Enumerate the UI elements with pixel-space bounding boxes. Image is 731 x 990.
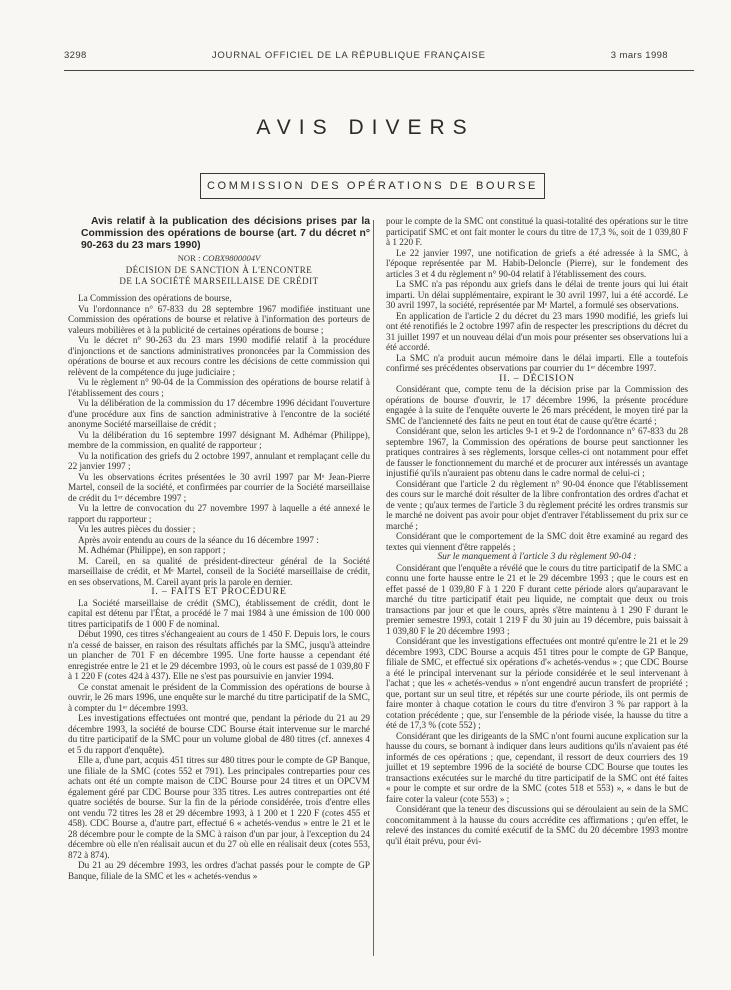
paragraph: Vu la délibération du 16 septembre 1997 désignant M. Adhémar (Philippe), membre de la commission, en qualité de rapporteur ; [68,429,370,451]
article-body [68,216,688,881]
paragraph: Les investigations effectuées ont montré que, pendant la période du 21 au 29 décembre 1993, la société de bourse CDC Bourse était intervenue sur le marché du titre participatif de la SMC pour un volume global de 480 titres (cf. annexes 4 et 5 du rapport d'enquête). [68,713,370,755]
paragraph: Vu la lettre de convocation du 27 novembre 1997 à laquelle a été annexé le rapport du rapporteur ; [68,503,370,524]
nor-label: NOR : [177,252,203,263]
page-number: 3298 [64,50,87,61]
paragraph: Du 21 au 29 décembre 1993, les ordres d'achat passés pour le compte de GP Banque, filiale de la SMC et les « achetés-vendus » [68,860,370,881]
paragraph: La Commission des opérations de bourse, [78,293,232,304]
paragraph: M. Adhémar (Philippe), en son rapport ; [78,545,226,556]
paragraph: pour le compte de la SMC ont constitué la quasi-totalité des opérations sur le titre participatif SMC et ont fait monter le cours du titre de 17,3 %, soit de 1 039,80 F à 1 220 F. [386,216,688,247]
paragraph: La Société marseillaise de crédit (SMC), établissement de crédit, dont le capital est détenu par l'État, a procédé le 7 mai 1984 à une émission de 100 000 titres participatifs de 1 000 F de nominal. [68,597,370,629]
article-title: Avis relatif à la publication des décisions prises par la Commission des opérations de bourse (art. 7 du décret n° 90-263 du 23 mars 1990) [81,216,370,252]
right-column [386,216,688,881]
commission-box-title: COMMISSION DES OPÉRATIONS DE BOURSE [200,173,545,199]
paragraph: Vu les observations écrites présentées le 30 avril 1997 par Mᵉ Jean-Pierre Martel, conseil de la société, et confirmées par courrier de la Société marseillaise de crédit du 1ᵉʳ décembre 1997 ; [68,471,370,503]
paragraph: Après avoir entendu au cours de la séance du 16 décembre 1997 : [78,534,319,545]
paragraph: En application de l'article 2 du décret du 23 mars 1990 modifié, les griefs lui ont été renotifiés le 2 octobre 1997 afin de respecter les prescriptions du décret du 31 juillet 1997 et un nouveau délai d'un mois pour présenter ses observations lui a été accordé. [386,310,688,352]
paragraph: Considérant que les dirigeants de la SMC n'ont fourni aucune explication sur la hausse du cours, se bornant à indiquer dans leurs auditions qu'ils n'avaient pas été informés de ces opérations ; que, cependant, il ressort de deux courriers des 19 juillet et 19 septembre 1996 de la société de bourse CDC Bourse que toutes les transactions exécutées sur le marché du titre participatif de la SMC ont été faites « pour le compte et sur ordre de la SMC (cotes 518 et 553) », « dans le but de faire coter la valeur (cote 553) » ; [386,730,688,804]
issue-date: 3 mars 1998 [610,50,668,61]
nor-value: COBX9800004V [202,252,261,263]
section-banner-title: AVIS DIVERS [256,116,475,139]
paragraph: Elle a, d'une part, acquis 451 titres sur 480 titres pour le compte de GP Banque, une filiale de la SMC (cotes 552 et 791). Les principales contreparties pour ces achats ont été un compte maison de CDC Bourse pour 24 titres et un OPCVM également géré par CDC Bourse pour 335 titres. Les autres contreparties ont été quatre sociétés de bourse. Sur la fin de la période considérée, trois d'entre elles ont vendu 72 titres les 28 et 29 décembre 1993, à 1 200 et 1 220 F (cotes 455 et 458). CDC Bourse a, d'autre part, effectué 6 « achetés-vendus » entre le 21 et le 28 décembre pour le compte de la SMC à raison d'un par jour, à l'exception du 24 décembre où elle n'en réalisait aucun et du 27 où elle en réalisait deux (cotes 553, 872 à 874). [68,755,370,860]
paragraph: Considérant que le comportement de la SMC doit être examiné au regard des textes qui viennent d'être rappelés ; [386,531,688,552]
left-column [68,216,370,881]
paragraph: Vu la notification des griefs du 2 octobre 1997, annulant et remplaçant celle du 22 janvier 1997 ; [68,450,370,472]
section-heading-faits: I. – FAITS ET PROCÉDURE [151,586,287,598]
paragraph: Ce constat amenait le président de la Commission des opérations de bourse à ouvrir, le 26 mars 1996, une enquête sur le marché du titre participatif de la SMC, à compter du 1ᵉʳ décembre 1993. [68,681,370,713]
paragraph: Début 1990, ces titres s'échangeaient au cours de 1 450 F. Depuis lors, le cours n'a cessé de baisser, en raison des résultats affichés par la SMC, jusqu'à atteindre un plancher de 701 F en décembre 1995. Une forte hausse a cependant été enregistrée entre le 21 et le 29 décembre 1993, où le cours est passé de 1 039,80 F à 1 220 F (cotes 424 à 437). Elle ne s'est pas poursuivie en janvier 1994. [68,629,370,682]
decision-subtitle-line1: DÉCISION DE SANCTION À L'ENCONTRE [125,265,313,276]
paragraph: Considérant que l'article 2 du règlement n° 90-04 énonce que l'établissement des cours sur le marché doit résulter de la libre confrontation des ordres d'achat et de vente ; qu'aux termes de l'article 3 du règlement précité les ordres transmis sur le marché ne doivent pas avoir pour objet d'entraver l'établissement du prix sur ce marché ; [386,478,688,531]
running-head [64,50,668,61]
paragraph: Considérant que la teneur des discussions qui se déroulaient au sein de la SMC concomitamment à la hausse du cours accrédite ces affirmations ; qu'en effet, le relevé des instances du comité exécutif de la SMC du 20 décembre 1993 montre qu'il était prévu, pour évi- [386,804,688,846]
paragraph: Considérant que, compte tenu de la décision prise par la Commission des opérations de bourse d'ouvrir, le 17 décembre 1996, la présente procédure engagée à la suite de l'enquête ouverte le 26 mars précédent, le moyen tiré par la SMC de l'ancienneté des faits ne peut en tout état de cause qu'être écarté ; [386,384,688,426]
header-rule [64,70,694,71]
paragraph: Vu le règlement n° 90-04 de la Commission des opérations de bourse relatif à l'établissement des cours ; [68,377,370,398]
decision-subtitle [68,265,370,287]
decision-subtitle-line2: DE LA SOCIÉTÉ MARSEILLAISE DE CRÉDIT [119,276,319,287]
paragraph: Considérant que, selon les articles 9-1 et 9-2 de l'ordonnance n° 67-833 du 28 septembre 1967, la Commission des opérations de bourse peut sanctionner les pratiques contraires à ses règlements, lorsque celles-ci ont notamment pour effet de fausser le fonctionnement du marché et de procurer aux intéressés un avantage injustifié qu'ils n'auraient pas obtenu dans le cadre normal de celui-ci ; [386,426,688,478]
paragraph: La SMC n'a produit aucun mémoire dans le délai imparti. Elle a toutefois confirmé ses précédentes observations par courrier du 1ᵉʳ décembre 1997. [386,352,688,373]
sub-heading-manquement: Sur le manquement à l'article 3 du règlement 90-04 : [437,552,637,562]
paragraph: Le 22 janvier 1997, une notification de griefs a été adressée à la SMC, à l'époque représentée par M. Habib-Deloncle (Pierre), sur le fondement des articles 3 et 4 du règlement n° 90-04 relatif à l'établissement des cours. [386,247,688,279]
paragraph: Considérant que l'enquête a révélé que le cours du titre participatif de la SMC a connu une forte hausse entre le 21 et le 29 décembre 1993 ; que le cours est en effet passé de 1 039,80 F à 1 220 F durant cette période alors qu'auparavant le marché du titre participatif était peu liquide, ne comptait que deux ou trois transactions par jour et que le cours, après s'être maintenu à 1 290 F durant le premier semestre 1993, cotait 1 219 F du 30 juin au 19 décembre, puis baissait à 1 039,80 F le 20 décembre 1993 ; [386,562,688,636]
paragraph: Vu la délibération de la commission du 17 décembre 1996 décidant l'ouverture d'une procédure aux fins de sanction administrative à l'encontre de la société anonyme Société marseillaise de crédit ; [68,398,370,430]
nor-line [68,253,370,264]
paragraph: Considérant que les investigations effectuées ont montré qu'entre le 21 et le 29 décembre 1993, CDC Bourse a acquis 451 titres pour le compte de GP Banque, filiale de SMC, et effectué six opérations d'« achetés-vendus » ; que CDC Bourse a été le principal intervenant sur la période considérée et le seul intervenant à l'achat ; que les « achetés-vendus » n'ont engendré aucun transfert de propriété ; que, portant sur un seul titre, et répétés sur une courte période, ils ont permis de faire monter à chaque cotation le cours du titre d'environ 3 % par rapport à la cotation précédente ; que, sur l'ensemble de la période visée, la hausse du titre a été de 17,3 % (cote 552) ; [386,636,688,730]
paragraph: Vu l'ordonnance n° 67-833 du 28 septembre 1967 modifiée instituant une Commission des opérations de bourse et relative à l'information des porteurs de valeurs mobilières et à la publicité de certaines opérations de bourse ; [68,303,370,335]
paragraph: M. Careil, en sa qualité de président-directeur général de la Société marseillaise de crédit, et Mᵉ Martel, conseil de la Société marseillaise de crédit, en ses observations, M. Careil ayant pris la parole en dernier. [68,555,370,587]
section-heading-decision: II. – DÉCISION [499,372,575,384]
paragraph: La SMC n'a pas répondu aux griefs dans le délai de trente jours qui lui était imparti. Un délai supplémentaire, expirant le 30 avril 1997, lui a été accordé. Le 30 avril 1997, la société, représentée par Mᵉ Martel, a formulé ses observations. [386,279,688,310]
paragraph: Vu le décret n° 90-263 du 23 mars 1990 modifié relatif à la procédure d'injonctions et de sanctions administratives prononcées par la Commission des opérations de bourse et aux recours contre les décisions de cette commission qui relèvent de la compétence du juge judiciaire ; [68,335,370,377]
journal-title: JOURNAL OFFICIEL DE LA RÉPUBLIQUE FRANÇAISE [211,50,486,61]
paragraph: Vu les autres pièces du dossier ; [78,524,196,535]
